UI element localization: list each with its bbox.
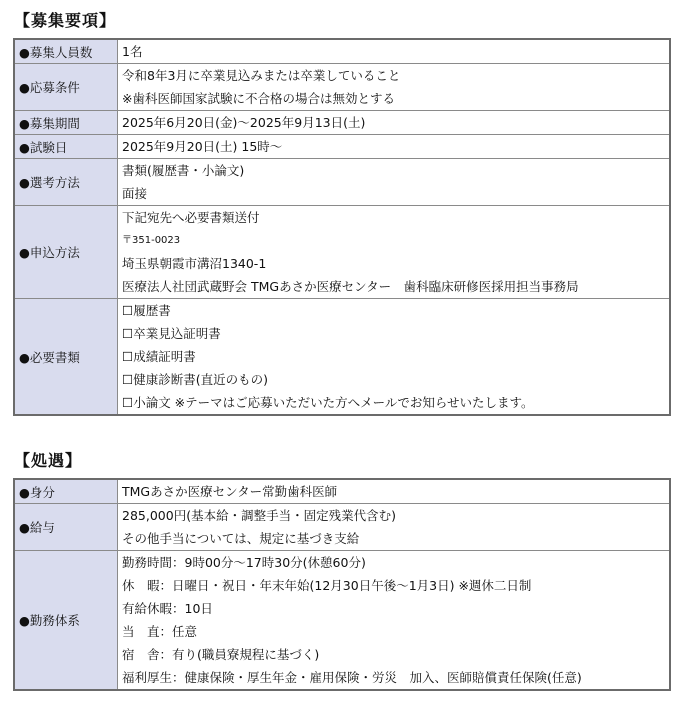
table-row: [14, 39, 670, 64]
row-value: [118, 159, 671, 206]
row-value: [118, 64, 671, 111]
value-line: 埼玉県朝霞市溝沼1340-1: [122, 256, 267, 271]
value-line: 令和8年3月に卒業見込みまたは卒業していること: [122, 68, 401, 83]
value-line: TMGあさか医療センター常勤歯科医師: [122, 484, 338, 499]
value-line: 〒351-0023: [122, 235, 181, 246]
row-label: ●必要書類: [14, 299, 118, 416]
value-line: 285,000円(基本給・調整手当・固定残業代含む): [122, 508, 396, 523]
value-line: 宿 舎：有り(職員寮規程に基づく): [122, 647, 320, 662]
value-line: 面接: [122, 186, 148, 201]
row-label: ●給与: [14, 504, 118, 551]
value-line: 福利厚生：健康保険・厚生年金・雇用保険・労災 加入、医師賠償責任保険(任意): [122, 670, 582, 685]
row-label: ●応募条件: [14, 64, 118, 111]
value-line: ※歯科医師国家試験に不合格の場合は無効とする: [122, 91, 395, 106]
value-line: 有給休暇：10日: [122, 601, 213, 616]
row-label: ●募集期間: [14, 111, 118, 135]
row-value: [118, 479, 671, 504]
value-line: 1名: [122, 44, 143, 59]
value-line: ☐卒業見込証明書: [122, 326, 221, 341]
value-line: ☐成績証明書: [122, 349, 196, 364]
value-line: 下記宛先へ必要書類送付: [122, 210, 260, 225]
value-line: 2025年9月20日(土) 15時～: [122, 139, 283, 154]
value-line: 勤務時間：9時00分～17時30分(休憩60分): [122, 555, 366, 570]
row-label: ●選考方法: [14, 159, 118, 206]
row-value: [118, 299, 671, 416]
row-value: [118, 135, 671, 159]
row-value: [118, 111, 671, 135]
row-label: ●試験日: [14, 135, 118, 159]
table-row: [14, 135, 670, 159]
value-line: ☐履歴書: [122, 303, 171, 318]
value-line: 2025年6月20日(金)～2025年9月13日(土): [122, 115, 366, 130]
row-value: [118, 206, 671, 299]
row-value: [118, 551, 671, 691]
table-row: [14, 111, 670, 135]
treatment-table: [13, 478, 671, 691]
value-line: 医療法人社団武蔵野会 TMGあさか医療センター 歯科臨床研修医採用担当事務局: [122, 279, 579, 294]
value-line: 書類(履歴書・小論文): [122, 163, 245, 178]
recruit-section-title: 【募集要項】: [14, 11, 117, 30]
recruit-table: [13, 38, 671, 416]
table-row: [14, 299, 670, 416]
row-label: ●勤務体系: [14, 551, 118, 691]
table-row: [14, 551, 670, 691]
table-row: [14, 504, 670, 551]
row-value: [118, 39, 671, 64]
value-line: その他手当については、規定に基づき支給: [122, 531, 360, 546]
table-row: [14, 479, 670, 504]
row-value: [118, 504, 671, 551]
value-line: ☐小論文 ※テーマはご応募いただいた方へメールでお知らせいたします。: [122, 395, 534, 410]
value-line: 休 暇：日曜日・祝日・年末年始(12月30日午後～1月3日) ※週休二日制: [122, 578, 532, 593]
table-row: [14, 206, 670, 299]
table-row: [14, 64, 670, 111]
value-line: 当 直：任意: [122, 624, 198, 639]
row-label: ●申込方法: [14, 206, 118, 299]
value-line: ☐健康診断書(直近のもの): [122, 372, 268, 387]
row-label: ●身分: [14, 479, 118, 504]
treatment-section-title: 【処遇】: [14, 451, 83, 470]
row-label: ●募集人員数: [14, 39, 118, 64]
table-row: [14, 159, 670, 206]
